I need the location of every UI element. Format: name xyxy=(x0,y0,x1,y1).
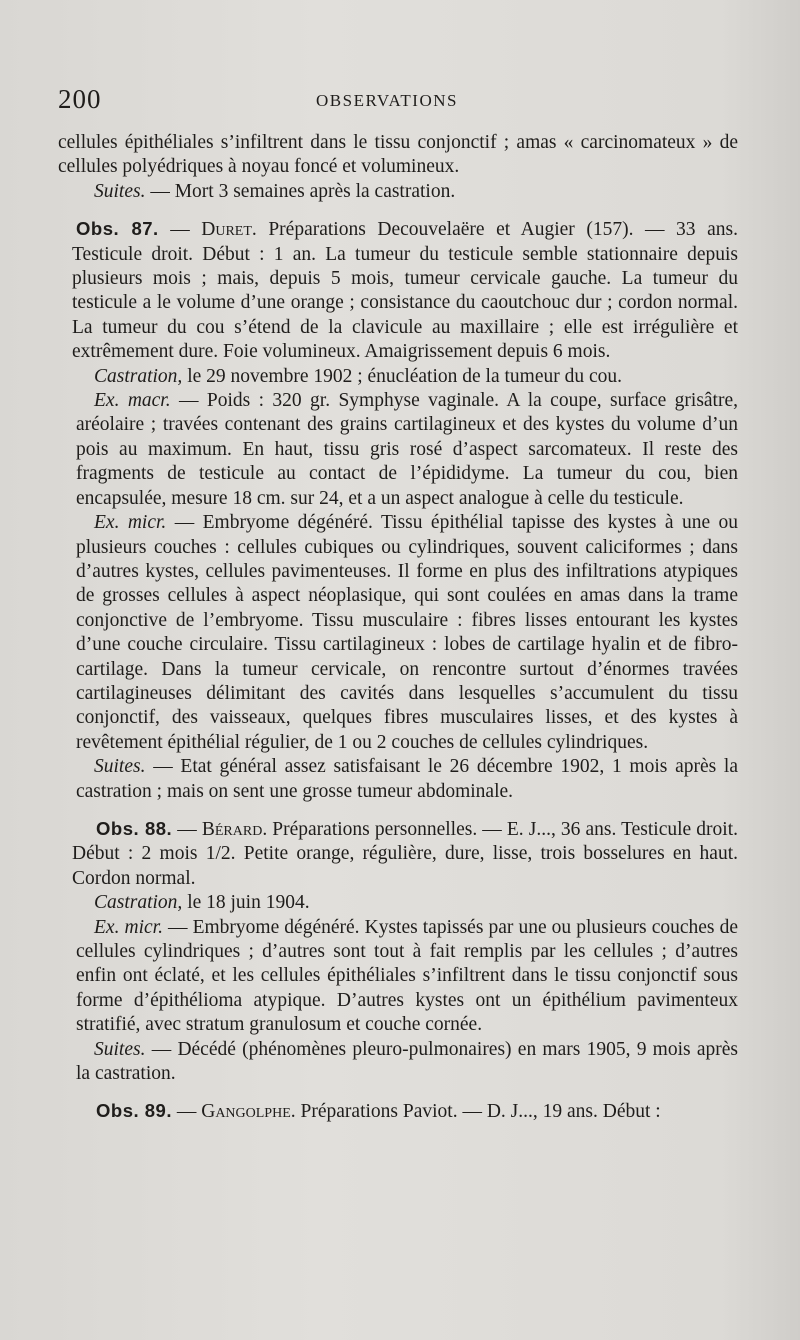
intro-suites: Suites. — Mort 3 semaines après la castration. xyxy=(94,180,456,202)
obs-87-heading: Obs. 87. — Duret. Préparations Decouvelaëre et Augier (157). — 33 ans. Testicule droit. Début : 1 an. La tumeur du testicule semble stationnaire depuis plusieurs mois ; mais, depuis 5 mois, tumeur cervicale gauche. La tumeur du testicule a le volume d’une orange ; consistance du caoutchouc dur ; cordon normal. La tumeur du cou s’étend de la clavicule au maxillaire ; elle est irrégulière et extrêmement dure. Foie volumineux. Amaigrissement depuis 6 mois. xyxy=(72,218,738,363)
obs-88-label: Obs. 88. xyxy=(96,817,173,839)
obs-87-micr: Ex. micr. — Embryome dégénéré. Tissu épithélial tapisse des kystes à une ou plusieurs couches : cellules cubiques ou cylindriques, souvent caliciformes ; dans d’autres kystes, cellules pavimenteuses. Il forme en plus des infiltrations atypiques de grosses cellules à aspect néoplasique, qui sont coulées en amas dans la trame conjonctive de l’embryome. Tissu musculaire : fibres lisses entourant les kystes d’une couche circulaire. Tissu cartilagineux : lobes de cartilage hyalin et de fibro-cartilage. Dans la tumeur cervicale, on rencontre surtout d’énormes travées cartilagineuses délimitant des cavités dans lesquelles s’accumulent du tissu conjonctif, des vaisseaux, quelques fibres musculaires lisses, et des kystes à revêtement épithélial régulier, de 1 ou 2 couches de cellules cylindriques. xyxy=(76,512,738,753)
obs-87-suites: Suites. — Etat général assez satisfaisant le 26 décembre 1902, 1 mois après la castration ; mais on sent une grosse tumeur abdominale. xyxy=(76,756,738,802)
page-body xyxy=(58,131,739,1125)
obs-89-label: Obs. 89. xyxy=(96,1100,172,1122)
obs-87-castration: Castration, le 29 novembre 1902 ; énucléation de la tumeur du cou. xyxy=(94,365,623,387)
running-title: OBSERVATIONS xyxy=(316,91,458,110)
intro-paragraph: cellules épithéliales s’infiltrent dans le tissu conjonctif ; amas « carcinomateux » de cellules polyédriques à noyau foncé et volumineux. xyxy=(58,132,738,178)
page-number: 200 xyxy=(58,84,102,114)
obs-88-micr: Ex. micr. — Embryome dégénéré. Kystes tapissés par une ou plusieurs couches de cellules cylindriques ; d’autres sont tout à fait remplis par les cellules ; d’autres enfin ont éclaté, et les cellules épithéliales s’infiltrent dans le tissu conjonctif sous forme d’épithélioma atypique. D’autres kystes ont un épithélium pavimenteux stratifié, avec stratum granulosum et couche cornée. xyxy=(76,916,738,1036)
obs-89-heading: Obs. 89. — Gangolphe. Préparations Paviot. — D. J..., 19 ans. Début : xyxy=(96,1100,661,1123)
obs-88-castration: Castration, le 18 juin 1904. xyxy=(94,892,310,914)
obs-87-macr: Ex. macr. — Poids : 320 gr. Symphyse vaginale. A la coupe, surface grisâtre, aréolaire ; travées contenant des grains cartilagineux et des kystes du volume d’un pois au maximum. En haut, tissu gris rosé d’aspect sarcomateux. Il reste des fragments de testicule au contact de l’épididyme. La tumeur du cou, bien encapsulée, mesure 18 cm. sur 24, et a un aspect analogue à celle du testicule. xyxy=(76,390,739,509)
suites-label: Suites. xyxy=(94,180,146,202)
obs-89-author: Gangolphe. xyxy=(201,1101,296,1123)
obs-88-suites: Suites. — Décédé (phénomènes pleuro-pulmonaires) en mars 1905, 9 mois après la castration. xyxy=(76,1038,738,1085)
obs-88-author: Bérard. xyxy=(201,818,268,840)
obs-87-label: Obs. 87. xyxy=(76,218,159,240)
page-header xyxy=(58,84,738,120)
obs-88-heading: Obs. 88. — Bérard. Préparations personnelles. — E. J..., 36 ans. Testicule droit. Début : 2 mois 1/2. Petite orange, régulière, dure, lisse, trois bosselures en haut. Cordon normal. xyxy=(72,817,738,889)
obs-87-author: Duret. xyxy=(201,219,257,241)
